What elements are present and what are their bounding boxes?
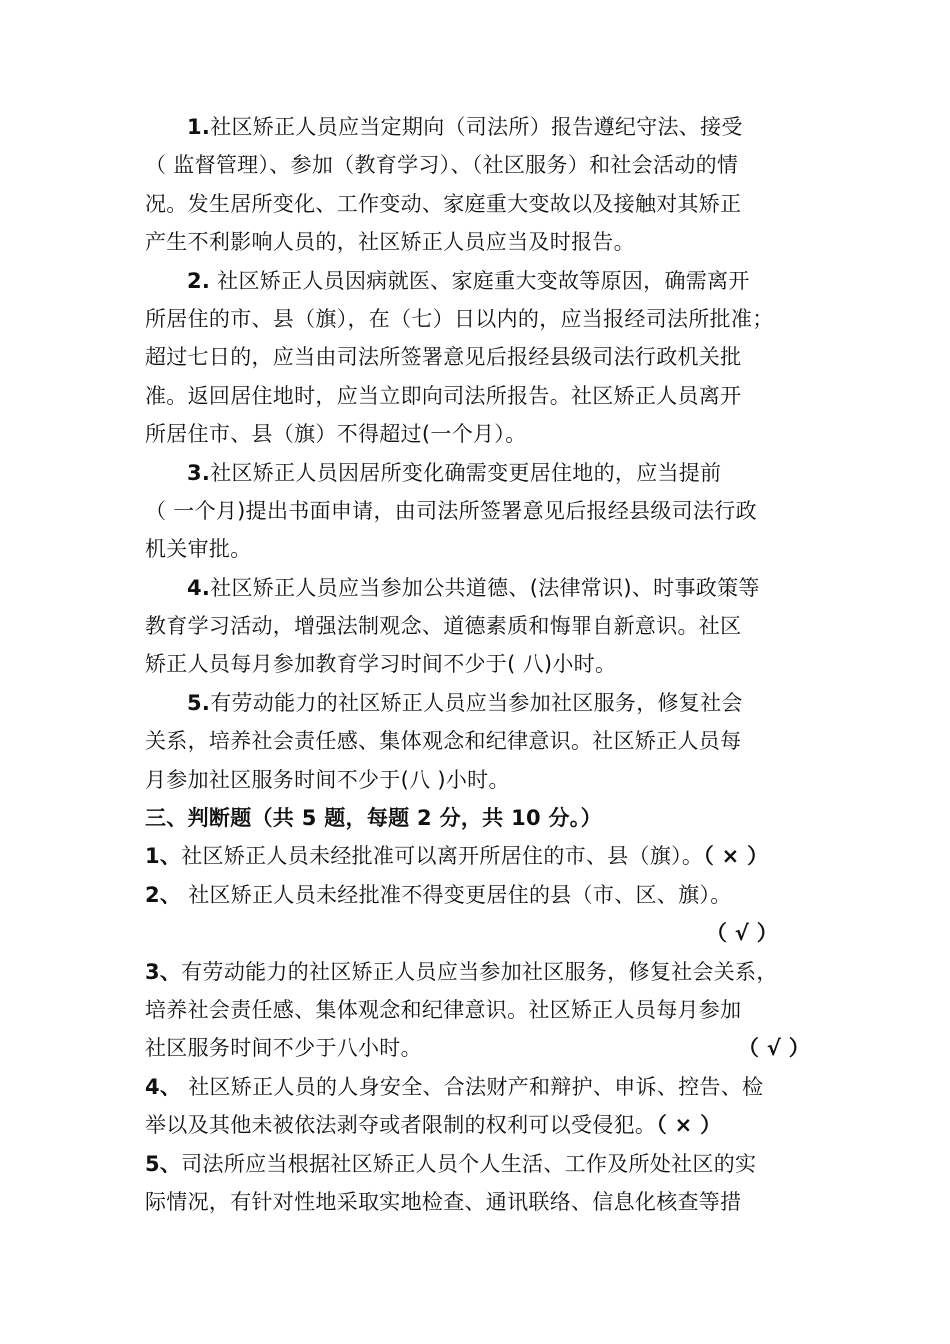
- j3-text-1: 有劳动能力的社区矫正人员应当参加社区服务，修复社会关系，: [181, 959, 778, 984]
- q5-line-1: [145, 684, 810, 722]
- q1-line-4: 产生不利影响人员的，社区矫正人员应当及时报告。: [145, 230, 635, 255]
- j3-line-2: 培养社会责任感、集体观念和纪律意识。社区矫正人员每月参加: [145, 997, 742, 1022]
- q5-line-2: 关系，培养社会责任感、集体观念和纪律意识。社区矫正人员每: [145, 729, 742, 754]
- q2-number: 2.: [187, 268, 211, 293]
- j1-answer: （ × ）: [703, 844, 769, 869]
- q3-line-3: 机关审批。: [145, 537, 252, 562]
- j4-number: 4、: [145, 1074, 182, 1099]
- j2-answer: （ √ ）: [705, 921, 778, 946]
- q1-number: 1.: [187, 115, 211, 139]
- q5-text-1: 有劳动能力的社区矫正人员应当参加社区服务，修复社会: [210, 690, 743, 715]
- j2-number: 2、: [145, 882, 182, 907]
- document-page: [145, 108, 810, 1221]
- q1-line-2: （ 监督管理）、参加（教育学习）、（社区服务）和社会活动的情: [145, 153, 739, 178]
- j2-text: 社区矫正人员未经批准不得变更居住的县（市、区、旗）。: [181, 882, 732, 907]
- j4-line-2: [145, 1106, 810, 1144]
- j5-number: 5、: [145, 1151, 182, 1176]
- q2-text-1: 社区矫正人员因病就医、家庭重大变故等原因，确需离开: [210, 268, 750, 293]
- q1-text-1: 社区矫正人员应当定期向（司法所）报告遵纪守法、接受: [210, 115, 743, 139]
- j3-line-3: [145, 1029, 810, 1067]
- q2-line-3: 超过七日的，应当由司法所签署意见后报经县级司法行政机关批: [145, 345, 742, 370]
- q3-text-1: 社区矫正人员因居所变化确需变更居住地的，应当提前: [210, 460, 722, 485]
- q5-number: 5.: [187, 690, 211, 715]
- q3-line-2: （ 一个月)提出书面申请，由司法所签署意见后报经县级司法行政: [145, 498, 757, 523]
- j3-line-1: [145, 953, 810, 991]
- j5-line-1: [145, 1145, 810, 1183]
- j1-text: 社区矫正人员未经批准可以离开所居住的市、县（旗）。: [181, 844, 704, 869]
- q1-line-3: 况。发生居所变化、工作变动、家庭重大变故以及接触对其矫正: [145, 191, 742, 216]
- j4-line-1: [145, 1068, 810, 1106]
- q3-line-1: [145, 454, 810, 492]
- q3-number: 3.: [187, 460, 211, 485]
- q4-line-2: 教育学习活动，增强法制观念、道德素质和悔罪自新意识。社区: [145, 614, 742, 639]
- j3-answer: （ √ ）: [737, 1036, 810, 1061]
- q4-number: 4.: [187, 575, 211, 600]
- q2-line-2: 所居住的市、县（旗），在（七）日以内的，应当报经司法所批准；: [145, 306, 774, 331]
- q2-line-1: [145, 262, 810, 300]
- q5-line-3: 月参加社区服务时间不少于(八 )小时。: [145, 767, 510, 792]
- q2-line-5: 所居住市、县（旗）不得超过(一个月）。: [145, 422, 527, 447]
- j5-text-1: 司法所应当根据社区矫正人员个人生活、工作及所处社区的实: [181, 1151, 757, 1176]
- q4-line-1: [145, 569, 810, 607]
- j3-number: 3、: [145, 959, 182, 984]
- q4-text-1: 社区矫正人员应当参加公共道德、(法律常识)、时事政策等: [210, 575, 760, 600]
- q2-line-4: 准。返回居住地时，应当立即向司法所报告。社区矫正人员离开: [145, 383, 742, 408]
- j4-answer: （ × ）: [656, 1113, 722, 1138]
- j3-text-3: 社区服务时间不少于八小时。: [145, 1036, 422, 1061]
- j4-text-2: 举以及其他未被依法剥夺或者限制的权利可以受侵犯。: [145, 1113, 657, 1138]
- q1-line-1: [145, 108, 810, 146]
- j1-number: 1、: [145, 844, 182, 869]
- j4-text-1: 社区矫正人员的人身安全、合法财产和辩护、申诉、控告、检: [181, 1074, 764, 1099]
- section-heading-judgment: 三、判断题（共 5 题，每题 2 分，共 10 分。）: [145, 806, 602, 831]
- j2-line-1: [145, 876, 810, 914]
- j1-line-1: [145, 837, 810, 875]
- j5-line-2: 际情况，有针对性地采取实地检查、通讯联络、信息化核查等措: [145, 1189, 742, 1214]
- q4-line-3: 矫正人员每月参加教育学习时间不少于( 八)小时。: [145, 652, 617, 677]
